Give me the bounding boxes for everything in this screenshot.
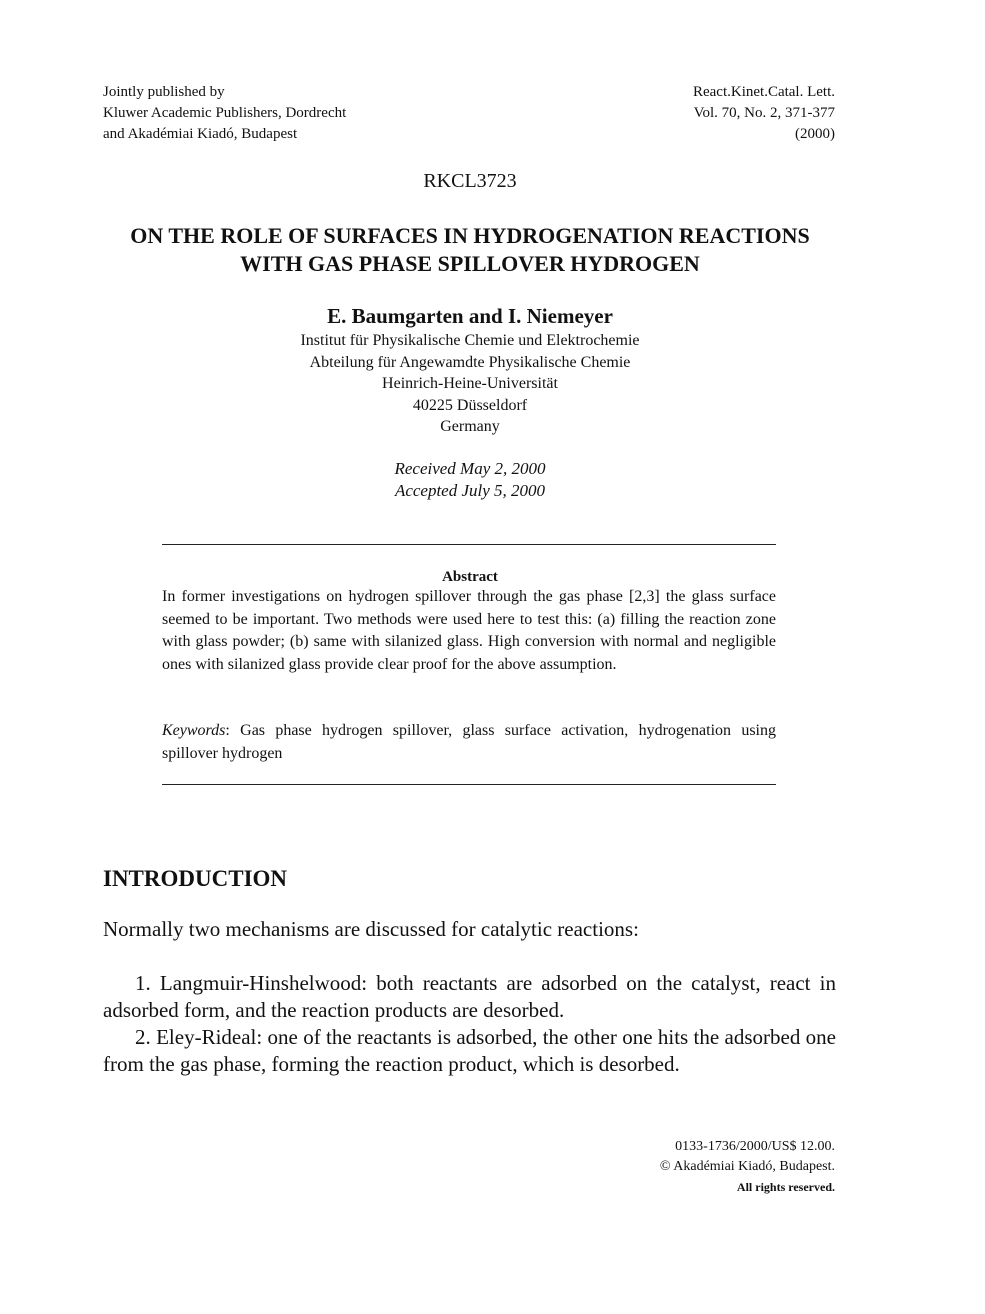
affiliation-line: Abteilung für Angewamdte Physikalische Chemie	[309, 353, 631, 371]
affiliation	[0, 330, 940, 438]
keywords	[162, 720, 776, 765]
copyright-footer	[660, 1137, 835, 1197]
copyright-line: © Akadémiai Kiadó, Budapest.	[659, 1159, 835, 1174]
mechanism-list	[103, 970, 836, 1078]
introduction-paragraph: Normally two mechanisms are discussed for catalytic reactions:	[103, 917, 639, 941]
paper-code: RKCL3723	[423, 170, 517, 192]
affiliation-line: Heinrich-Heine-Universität	[382, 375, 558, 392]
list-item: 2. Eley-Rideal: one of the reactants is adsorbed, the other one hits the adsorbed one from the gas phase, forming the reaction product, which is desorbed.	[103, 1025, 836, 1076]
received-date: Received May 2, 2000	[394, 459, 546, 478]
affiliation-line: Germany	[440, 418, 500, 435]
citation-line: Vol. 70, No. 2, 371-377	[693, 105, 835, 121]
introduction-heading: INTRODUCTION	[103, 866, 288, 891]
divider-top	[162, 544, 776, 545]
issn-code: 0133-1736/2000/US$ 12.00.	[675, 1139, 835, 1154]
title-line: WITH GAS PHASE SPILLOVER HYDROGEN	[240, 251, 700, 276]
abstract-heading: Abstract	[442, 569, 498, 585]
publisher-line: Jointly published by	[103, 84, 225, 100]
citation-line: (2000)	[795, 126, 835, 142]
divider-bottom	[162, 784, 776, 785]
citation-line: React.Kinet.Catal. Lett.	[692, 84, 835, 100]
publisher-line: and Akadémiai Kiadó, Budapest	[103, 126, 298, 142]
authors: E. Baumgarten and I. Niemeyer	[327, 304, 613, 328]
keywords-text: : Gas phase hydrogen spillover, glass surface activation, hydrogenation using spillover hydrogen	[162, 722, 776, 762]
affiliation-line: 40225 Düsseldorf	[412, 396, 528, 414]
list-item: 1. Langmuir-Hinshelwood: both reactants are adsorbed on the catalyst, react in adsorbed form, and the reaction products are desorbed.	[103, 971, 836, 1022]
keywords-label: Keywords	[162, 722, 226, 739]
dates	[0, 458, 940, 502]
paper-title	[0, 222, 940, 278]
rights-line: All rights reserved.	[736, 1180, 835, 1194]
abstract-text: In former investigations on hydrogen spillover through the gas phase [2,3] the glass surface seemed to be important. Two methods were used here to test this: (a) filling the reaction zone with glass powder; (b) same with silanized glass. High conversion with normal and negligible ones with silanized glass provide clear proof for the above assumption.	[162, 588, 776, 673]
affiliation-line: Institut für Physikalische Chemie und Elektrochemie	[300, 332, 640, 349]
journal-citation	[693, 82, 835, 145]
title-line: ON THE ROLE OF SURFACES IN HYDROGENATION REACTIONS	[130, 223, 810, 248]
publisher-info	[103, 82, 346, 145]
accepted-date: Accepted July 5, 2000	[394, 481, 546, 500]
publisher-line: Kluwer Academic Publishers, Dordrecht	[103, 105, 347, 121]
